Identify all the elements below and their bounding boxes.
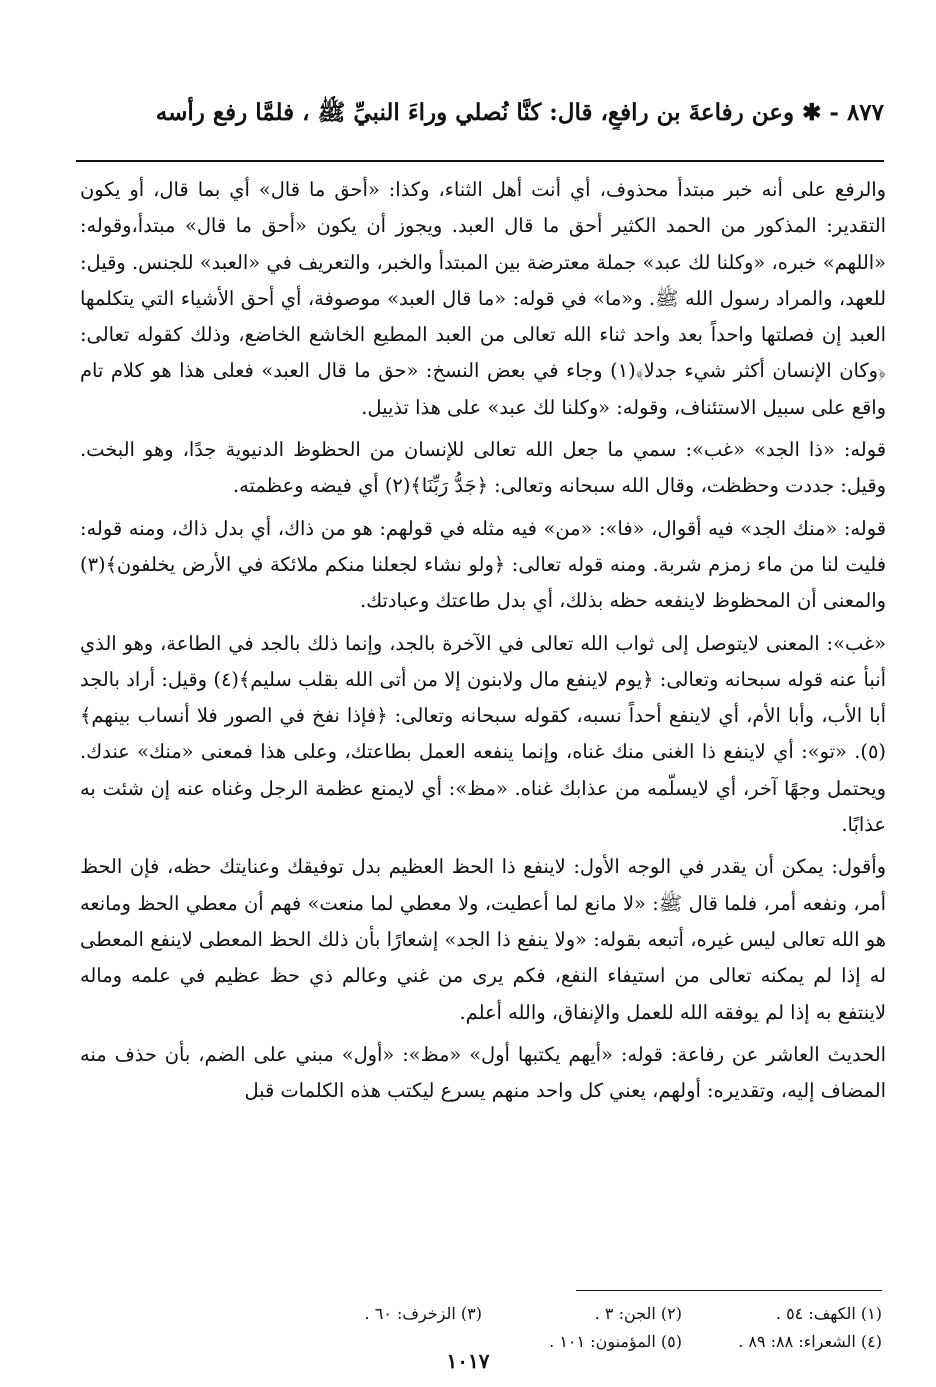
footnote-5: (٥) المؤمنون: ١٠١ . [549, 1332, 682, 1351]
footnote-2: (٢) الجن: ٣ . [594, 1304, 682, 1323]
paragraph-1: والرفع على أنه خبر مبتدأ محذوف، أي أنت أهل الثناء، وكذا: «أحق ما قال» أي بما قال، أو يكون التقدير: المذكور من الحمد الكثير أحق ما قال العبد. ويجوز أن يكون «أحق ما قال» مبتدأ،وقوله: «اللهم» خبره، «وكلنا لك عبد» جملة معترضة بين المبتدأ والخبر، والتعريف في «العبد» للجنس. وقيل: للعهد، والمراد رسول الله ﷺ. و«ما» في قوله: «ما قال العبد» موصوفة، أي أحق الأشياء التي يتكلمها العبد إن فصلتها واحداً بعد واحد ثناء الله تعالى من العبد المطيع الخاشع الخاضع، وذلك كقوله تعالى: ﴿وكان الإنسان أكثر شيء جدلا﴾(١) وجاء في بعض النسخ: «حق ما قال العبد» فعلى هذا هو كلام تام واقع على سبيل الاستئناف، وقوله: «وكلنا لك عبد» على هذا تذييل. [80, 178, 886, 419]
header-divider [76, 160, 884, 162]
footnote-4: (٤) الشعراء: ٨٨: ٨٩ . [738, 1332, 882, 1351]
paragraph-5: وأقول: يمكن أن يقدر في الوجه الأول: لاينفع ذا الحظ العظيم بدل توفيقك وعنايتك حظه، فإن الحظ أمر، ونفعه أمر، فلما قال ﷺ: «لا مانع لما أعطيت، ولا معطي لما منعت» فهم أن معطي الحظ ومانعه هو الله تعالى ليس غيره، أتبعه بقوله: «ولا ينفع ذا الجد» إشعارًا بأن ذلك الحظ المعطى لاينفع المعطى له إذا لم يمكنه تعالى من استيفاء النفع، فكم يرى من غني وعالم ذي حظ عظيم في علمه وماله لاينتفع به إذا لم يوفقه الله للعمل والإنفاق، والله أعلم. [80, 855, 886, 1024]
footnotes [200, 1300, 882, 1356]
hadith-heading: ٨٧٧ - ✱ وعن رفاعةَ بن رافعٍ، قال: كنَّا نُصلي وراءَ النبيِّ ﷺ ، فلمَّا رفع رأسه [155, 99, 884, 126]
paragraph-3: قوله: «منك الجد» فيه أقوال، «فا»: «من» فيه مثله في قولهم: هو من ذاك، أي بدل ذاك، ومنه قوله: فليت لنا من ماء زمزم شربة. ومنه قوله تعالى: ﴿ولو نشاء لجعلنا منكم ملائكة في الأرض يخلفون﴾(٣) والمعنى أن المحظوظ لاينفعه حظه بذلك، أي بدل طاعتك وعبادتك. [80, 516, 886, 613]
commentary-body [80, 172, 886, 1115]
page-number: ١٠١٧ [446, 1349, 490, 1373]
paragraph-2: قوله: «ذا الجد» «غب»: سمي ما جعل الله تعالى للإنسان من الحظوظ الدنيوية جدًا، وهو البخت. وقيل: جددت وحظظت، وقال الله سبحانه وتعالى: ﴿جَدُّ رَبِّنَا﴾(٢) أي فيضه وعظمته. [80, 438, 886, 498]
footnote-divider [576, 1290, 882, 1291]
footnote-3: (٣) الزخرف: ٦٠ . [364, 1304, 482, 1323]
footnote-row [200, 1300, 882, 1328]
paragraph-6: الحديث العاشر عن رفاعة: قوله: «أيهم يكتبها أول» «مظ»: «أول» مبني على الضم، بأن حذف منه المضاف إليه، وتقديره: أولهم، يعني كل واحد منهم يسرع ليكتب هذه الكلمات قبل [80, 1042, 886, 1103]
footnote-row [200, 1328, 882, 1356]
paragraph-4: «غب»: المعنى لايتوصل إلى ثواب الله تعالى في الآخرة بالجد، وإنما ذلك بالجد في الطاعة، وهو الذي أنبأ عنه قوله سبحانه وتعالى: ﴿يوم لاينفع مال ولابنون إلا من أتى الله بقلب سليم﴾(٤) وقيل: أراد بالجد أبا الأب، وأبا الأم، أي لاينفع أحداً نسبه، كقوله سبحانه وتعالى: ﴿فإذا نفخ في الصور فلا أنساب بينهم﴾(٥). «تو»: أي لاينفع ذا الغنى منك غناه، وإنما ينفعه العمل بطاعتك، وعلى هذا فمعنى «منك» عندك. ويحتمل وجهًا آخر، أي لايسلّمه من عذابك غناه. «مظ»: أي لايمنع عظمة الرجل وغناه عنه إن شئت به عذابًا. [80, 631, 886, 837]
footnote-1: (١) الكهف: ٥٤ . [775, 1304, 882, 1323]
